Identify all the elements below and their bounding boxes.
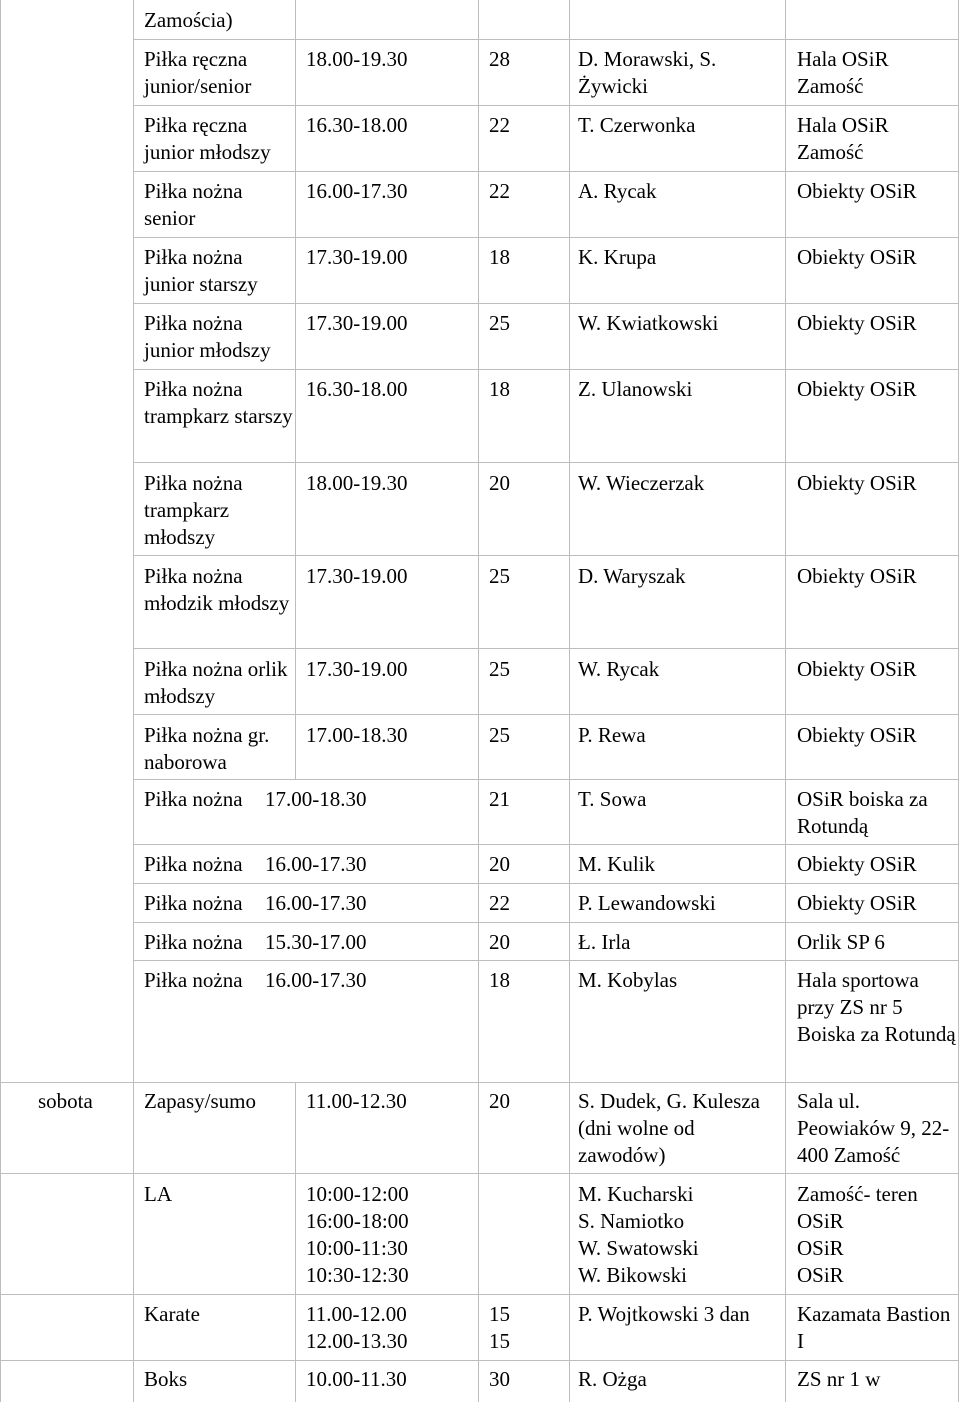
cell-time: 17.00-18.30: [306, 723, 408, 747]
cell-count: 15 15: [489, 1302, 510, 1353]
cell-discipline: Piłka nożna młodzik młodszy: [144, 564, 290, 615]
cell-place: Obiekty OSiR: [797, 723, 917, 747]
cell-discipline: Zamościa): [144, 8, 233, 32]
column-divider: [295, 1082, 296, 1402]
cell-discipline: Piłka nożna senior: [144, 179, 243, 230]
cell-discipline: Piłka nożna: [144, 787, 243, 811]
row-divider: [133, 39, 958, 40]
cell-coach: M. Kulik: [578, 852, 656, 876]
cell-time: 16.00-17.30: [306, 179, 408, 203]
row-divider: [133, 779, 958, 780]
cell-time: 17.30-19.00: [306, 245, 408, 269]
cell-coach: P. Rewa: [578, 723, 646, 747]
cell-coach: Ł. Irla: [578, 930, 631, 954]
cell-time: 16.00-17.30: [265, 891, 367, 915]
cell-discipline: Piłka nożna junior starszy: [144, 245, 258, 296]
cell-time: 16.00-17.30: [265, 968, 367, 992]
cell-discipline: Zapasy/sumo: [144, 1089, 256, 1113]
cell-count: 21: [489, 787, 510, 811]
cell-coach: R. Ożga: [578, 1367, 647, 1391]
cell-time: 16.30-18.00: [306, 377, 408, 401]
cell-coach: W. Wieczerzak: [578, 471, 705, 495]
column-divider: [958, 0, 959, 1402]
cell-place: Zamość- teren OSiR OSiR OSiR: [797, 1182, 918, 1287]
cell-time: 11.00-12.30: [306, 1089, 407, 1113]
row-divider: [133, 171, 958, 172]
cell-coach: T. Czerwonka: [578, 113, 696, 137]
cell-time: 18.00-19.30: [306, 47, 408, 71]
cell-time: 17.00-18.30: [265, 787, 367, 811]
cell-discipline: Piłka nożna: [144, 968, 243, 992]
column-divider: [569, 0, 570, 1402]
cell-coach: M. Kobylas: [578, 968, 678, 992]
cell-place: Obiekty OSiR: [797, 377, 917, 401]
cell-place: Hala sportowa przy ZS nr 5 Boiska za Rotundą: [797, 968, 956, 1046]
cell-coach: D. Morawski, S. Żywicki: [578, 47, 717, 98]
cell-place: Obiekty OSiR: [797, 311, 917, 335]
cell-discipline: Piłka nożna: [144, 891, 243, 915]
cell-time: 16.00-17.30: [265, 852, 367, 876]
cell-place: Sala ul. Peowiaków 9, 22-400 Zamość: [797, 1089, 950, 1167]
cell-time: 15.30-17.00: [265, 930, 367, 954]
cell-discipline: Piłka ręczna junior/senior: [144, 47, 252, 98]
cell-discipline: Piłka nożna trampkarz młodszy: [144, 471, 243, 549]
cell-count: 20: [489, 852, 510, 876]
cell-time: 18.00-19.30: [306, 471, 408, 495]
row-divider: [0, 1294, 958, 1295]
cell-day: sobota: [38, 1089, 93, 1113]
cell-coach: S. Dudek, G. Kulesza (dni wolne od zawodów): [578, 1089, 760, 1167]
cell-discipline: Boks: [144, 1367, 188, 1391]
column-divider: [0, 0, 1, 1402]
cell-place: Obiekty OSiR: [797, 471, 917, 495]
cell-place: Hala OSiR Zamość: [797, 47, 889, 98]
cell-coach: P. Wojtkowski 3 dan: [578, 1302, 750, 1326]
cell-discipline: Piłka nożna gr. naborowa: [144, 723, 270, 774]
cell-count: 22: [489, 113, 510, 137]
cell-count: 22: [489, 891, 510, 915]
column-divider: [133, 0, 134, 1402]
cell-place: Obiekty OSiR: [797, 179, 917, 203]
cell-coach: P. Lewandowski: [578, 891, 716, 915]
cell-count: 20: [489, 471, 510, 495]
row-divider: [133, 922, 958, 923]
cell-count: 20: [489, 930, 510, 954]
row-divider: [133, 555, 958, 556]
cell-discipline: Piłka nożna trampkarz starszy: [144, 377, 293, 428]
cell-discipline: Piłka nożna: [144, 852, 243, 876]
row-divider: [133, 105, 958, 106]
row-divider: [133, 883, 958, 884]
cell-count: 25: [489, 657, 510, 681]
cell-discipline: Piłka ręczna junior młodszy: [144, 113, 271, 164]
row-divider: [133, 237, 958, 238]
cell-count: 18: [489, 377, 510, 401]
row-divider: [0, 1082, 958, 1083]
cell-place: Hala OSiR Zamość: [797, 113, 889, 164]
row-divider: [0, 1173, 958, 1174]
cell-coach: D. Waryszak: [578, 564, 686, 588]
cell-discipline: LA: [144, 1182, 172, 1206]
cell-coach: W. Rycak: [578, 657, 660, 681]
cell-discipline: Karate: [144, 1302, 200, 1326]
row-divider: [133, 369, 958, 370]
cell-count: 25: [489, 311, 510, 335]
cell-coach: K. Krupa: [578, 245, 657, 269]
cell-count: 18: [489, 968, 510, 992]
cell-place: Kazamata Bastion I: [797, 1302, 951, 1353]
cell-count: 25: [489, 564, 510, 588]
cell-count: 22: [489, 179, 510, 203]
cell-place: Obiekty OSiR: [797, 852, 917, 876]
cell-time: 17.30-19.00: [306, 564, 408, 588]
column-divider: [785, 0, 786, 1402]
column-divider: [295, 0, 296, 779]
cell-count: 25: [489, 723, 510, 747]
cell-count: 30: [489, 1367, 510, 1391]
cell-time: 10.00-11.30: [306, 1367, 407, 1391]
cell-coach: W. Kwiatkowski: [578, 311, 719, 335]
cell-place: Obiekty OSiR: [797, 657, 917, 681]
cell-time: 16.30-18.00: [306, 113, 408, 137]
cell-discipline: Piłka nożna junior młodszy: [144, 311, 271, 362]
cell-place: Obiekty OSiR: [797, 891, 917, 915]
row-divider: [133, 303, 958, 304]
row-divider: [133, 844, 958, 845]
cell-place: Obiekty OSiR: [797, 564, 917, 588]
row-divider: [133, 462, 958, 463]
cell-place: OSiR boiska za Rotundą: [797, 787, 928, 838]
row-divider: [133, 960, 958, 961]
cell-place: Orlik SP 6: [797, 930, 885, 954]
cell-time: 17.30-19.00: [306, 311, 408, 335]
cell-coach: A. Rycak: [578, 179, 657, 203]
cell-time: 10:00-12:00 16:00-18:00 10:00-11:30 10:30-12:30: [306, 1182, 409, 1287]
cell-coach: M. Kucharski S. Namiotko W. Swatowski W. Bikowski: [578, 1182, 699, 1287]
row-divider: [133, 648, 958, 649]
cell-coach: Z. Ulanowski: [578, 377, 693, 401]
cell-place: ZS nr 1 w: [797, 1367, 881, 1391]
cell-discipline: Piłka nożna: [144, 930, 243, 954]
cell-count: 18: [489, 245, 510, 269]
cell-discipline: Piłka nożna orlik młodszy: [144, 657, 288, 708]
cell-count: 20: [489, 1089, 510, 1113]
row-divider: [133, 714, 958, 715]
cell-time: 11.00-12.00 12.00-13.30: [306, 1302, 408, 1353]
cell-time: 17.30-19.00: [306, 657, 408, 681]
cell-place: Obiekty OSiR: [797, 245, 917, 269]
row-divider: [0, 1360, 958, 1361]
cell-count: 28: [489, 47, 510, 71]
cell-coach: T. Sowa: [578, 787, 647, 811]
